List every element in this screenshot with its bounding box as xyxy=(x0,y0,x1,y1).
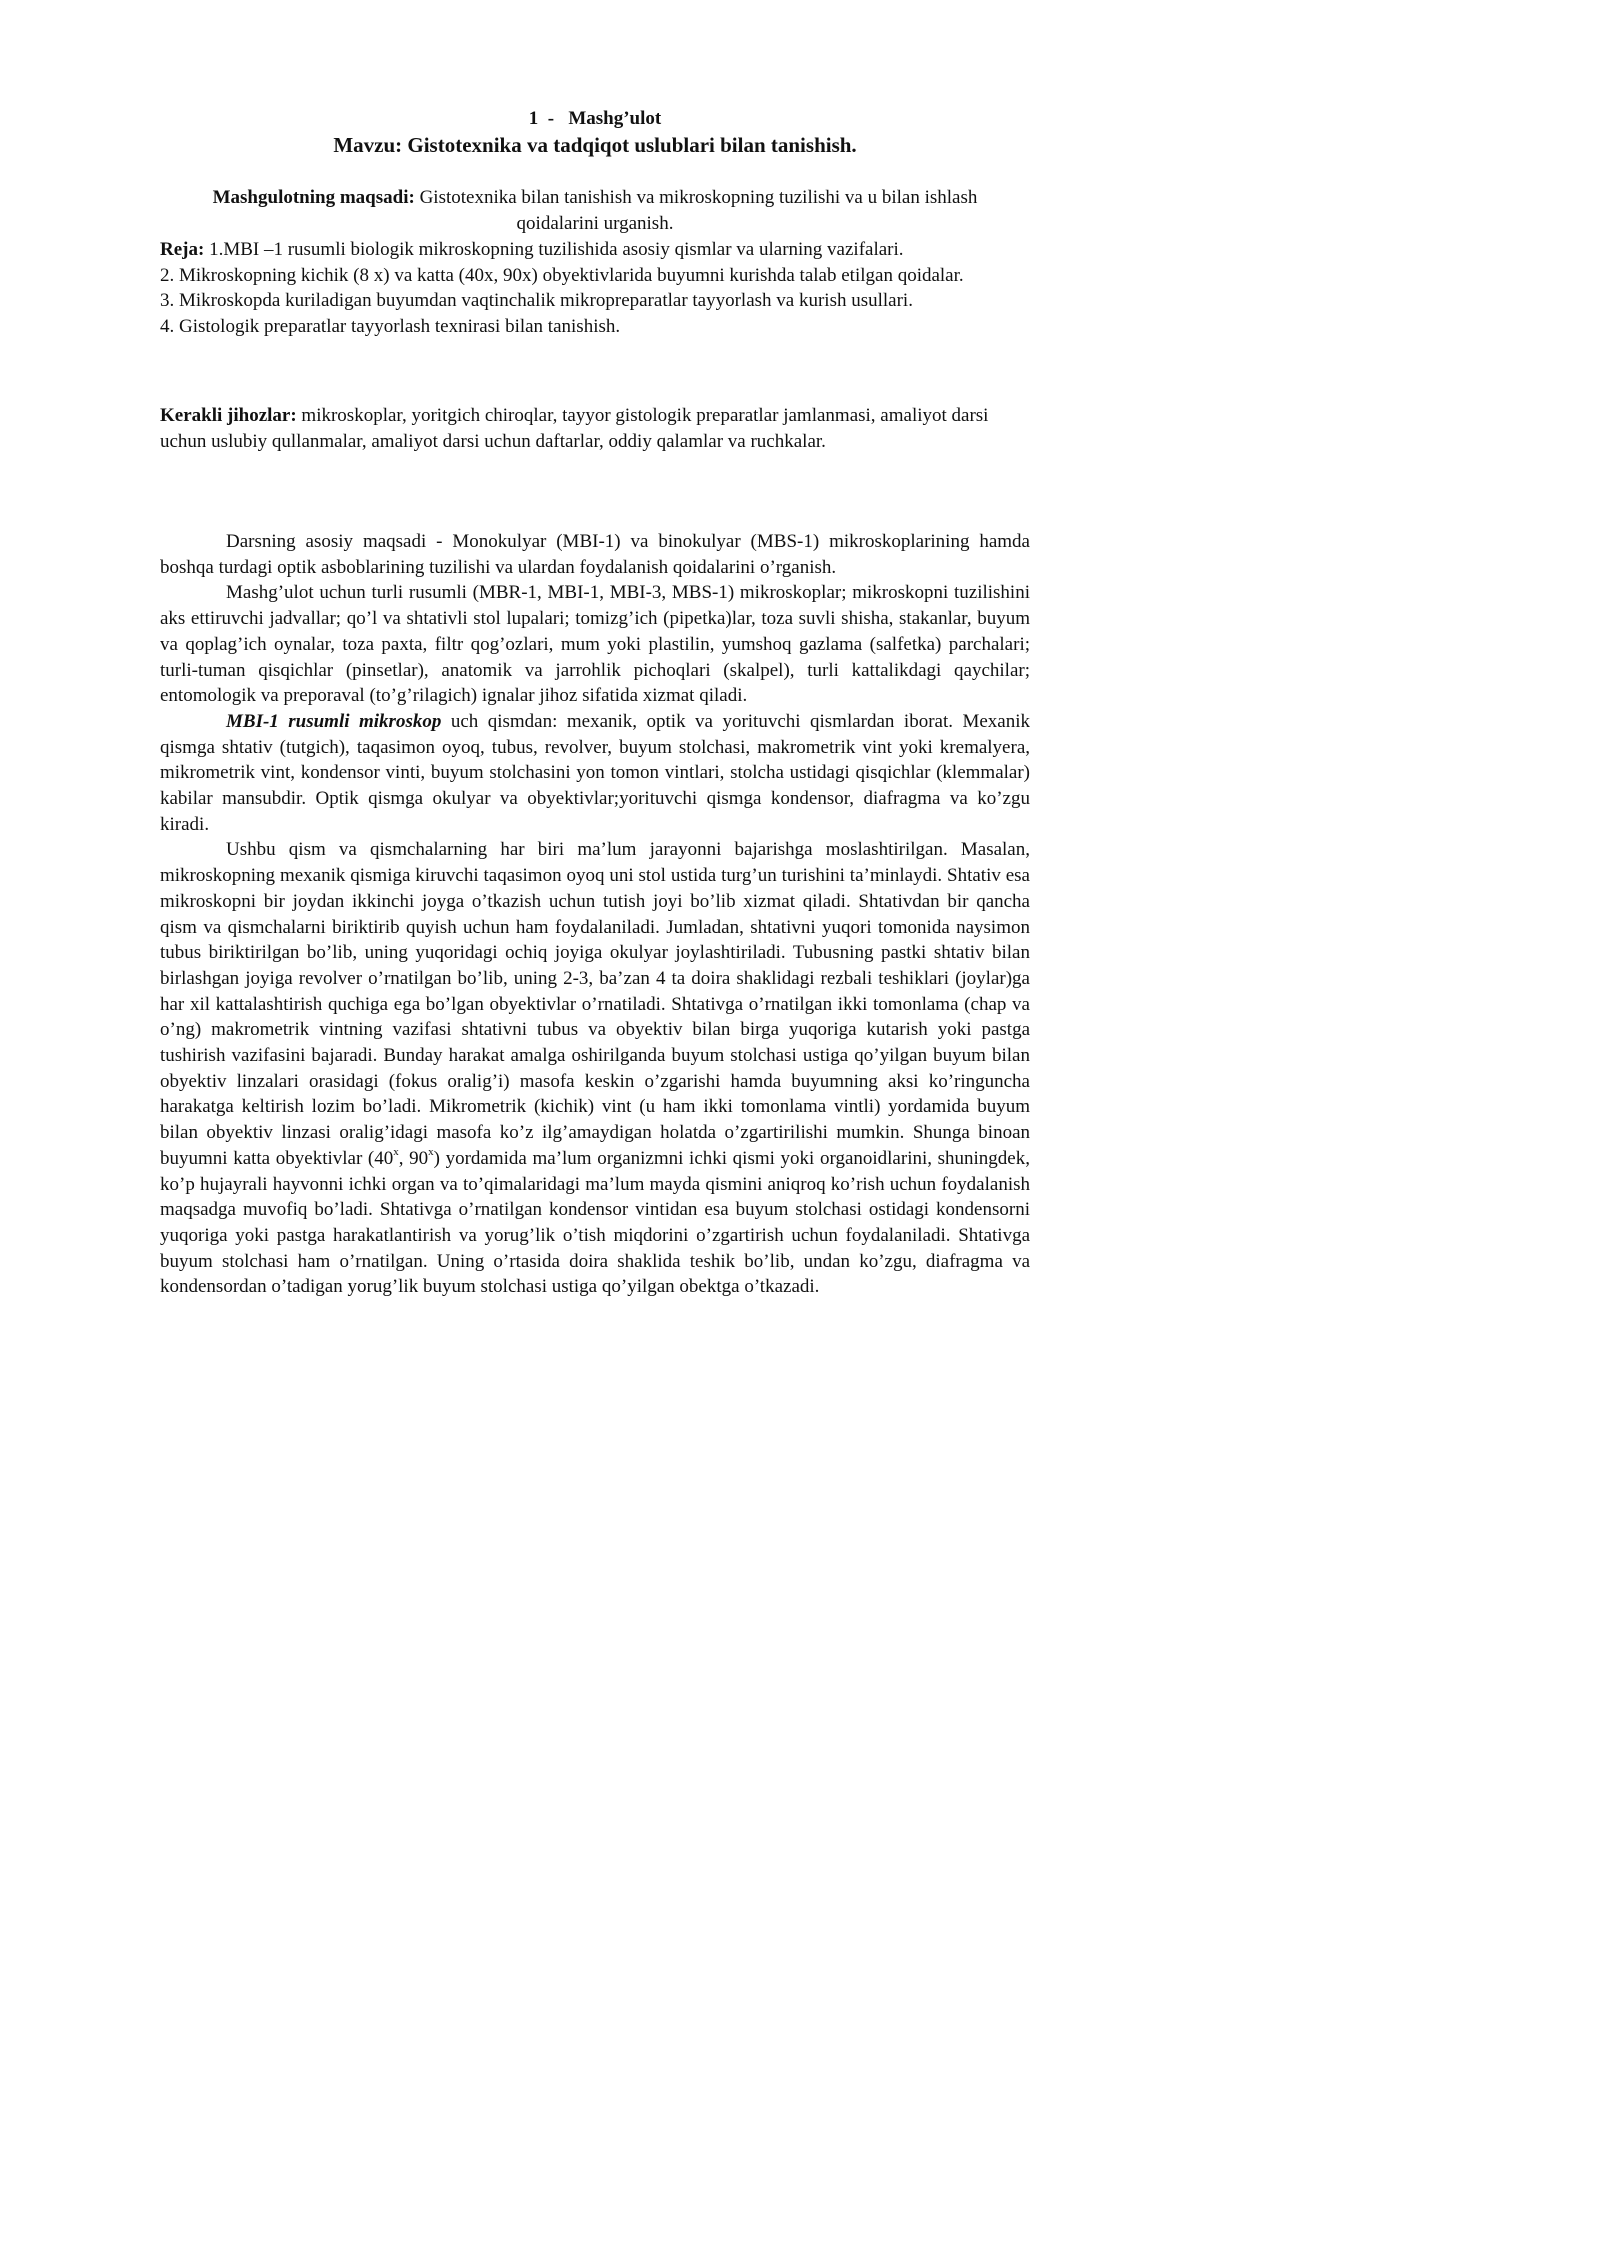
body-paragraph-2: Mashg’ulot uchun turli rusumli (MBR-1, MBI-1, MBI-3, MBS-1) mikroskoplar; mikroskopni tuzilishini aks ettiruvchi jadvallar; qo’l va shtativli stol lupalari; tomizg’ich (pipetka)lar, toza suvli shisha, stakanlar, buyum va qoplag’ich oynalar, toza paxta, filtr qog’ozlari, mum yoki plastilin, yumshoq gazlama (salfetka) parchalari; turli-tuman qisqichlar (pinsetlar), anatomik va jarrohlik pichoqlari (skalpel), turli kattalikdagi qaychilar; entomologik va preporaval (to’g’rilagich) ignalar jihoz sifatida xizmat qiladi. xyxy=(160,582,1030,707)
body-paragraph-3 xyxy=(160,709,1030,838)
equipment-block xyxy=(160,403,1030,454)
equipment-paragraph xyxy=(160,403,1030,454)
goal-block xyxy=(170,185,1020,236)
plan-label: Reja: xyxy=(160,239,205,260)
goal-text: Gistotexnika bilan tanishish va mikroskopning tuzilishi va u bilan ishlash qoidalarini urganish. xyxy=(414,187,978,234)
lesson-number: 1 xyxy=(528,108,539,129)
body-paragraph-3-text: uch qismdan: mexanik, optik va yorituvchi qismlardan iborat. Mexanik qismga shtativ (tutgich), taqasimon oyoq, tubus, revolver, buyum stolchasi, makrometrik vint yoki kremalyera, mikrometrik vint, kondensor vinti, buyum stolchasini yon tomon vintlari, stolcha ustidagi qisqichlar (klemmalar) kabilar mansubdir. Optik qismga okulyar va obyektivlar;yorituvchi qismga kondensor, diafragma va ko’zgu kiradi. xyxy=(160,710,1030,835)
microscope-model-emphasis: MBI-1 rusumli mikroskop xyxy=(226,710,442,732)
lesson-separator: - xyxy=(547,108,555,129)
body-paragraph-4-part-c: ) yordamida ma’lum organizmni ichki qismi yoki organoidlarini, shuningdek, ko’p hujayrali hayvonni ichki organ va to’qimalaridagi ma’lum mayda qismini aniqroq ko’rish uchun foydalanish maqsadga muvofiq bo’ladi. Shtativga o’rnatilgan kondensor vintidan esa buyum stolchasi ostidagi kondensorni yuqoriga yoki pastga harakatlantirish va yorug’lik o’tish miqdorini o’zgartirish uchun foydalaniladi. Shtativga buyum stolchasi ham o’rnatilgan. Uning o’rtasida doira shaklida teshik bo’lib, undan ko’zgu, diafragma va kondensordan o’tadigan yorug’lik buyum stolchasi ustiga qo’yilgan obektga o’tkazadi. xyxy=(160,1147,1030,1298)
plan-item-2: 2. Mikroskopning kichik (8 x) va katta (40x, 90x) obyektivlarida buyumni kurishda talab etilgan qoidalar. xyxy=(160,264,964,286)
lesson-title-line xyxy=(160,106,1030,132)
equipment-text: mikroskoplar, yoritgich chiroqlar, tayyor gistologik preparatlar jamlanmasi, amaliyot darsi uchun uslubiy qullanmalar, amaliyot darsi uchun daftarlar, oddiy qalamlar va ruchkalar. xyxy=(160,405,989,452)
equipment-label: Kerakli jihozlar: xyxy=(160,405,297,426)
body-paragraph-4-part-b: , 90 xyxy=(398,1147,429,1169)
goal-label: Mashgulotning maqsadi: xyxy=(212,187,415,208)
superscript-x-1: x xyxy=(393,1145,399,1158)
superscript-x-2: x xyxy=(428,1145,434,1158)
plan-item-1-text: 1.MBI –1 rusumli biologik mikroskopning tuzilishida asosiy qismlar va ularning vazifalari. xyxy=(204,239,904,260)
lesson-title: Mashg’ulot xyxy=(568,108,662,129)
plan-item-4: 4. Gistologik preparatlar tayyorlash texnirasi bilan tanishish. xyxy=(160,316,621,338)
document-page xyxy=(0,0,1100,1553)
topic-title: Mavzu: Gistotexnika va tadqiqot uslublari bilan tanishish. xyxy=(333,132,857,157)
body-paragraph-4 xyxy=(160,837,1030,1300)
goal-paragraph xyxy=(170,185,1020,236)
lesson-heading xyxy=(160,106,1030,159)
plan-item-1 xyxy=(160,237,1030,263)
body-paragraph-4-part-a: Ushbu qism va qismchalarning har biri ma’lum jarayonni bajarishga moslashtirilgan. Masalan, mikroskopning mexanik qismiga kiruvchi taqasimon oyoq uni stol ustida turg’un turishini ta’minlaydi. Shtativ esa mikroskopni bir joydan ikkinchi joyga o’tkazish uchun tutish joyi bo’lib xizmat qiladi. Shtativdan bir qancha qism va qismchalarni biriktirib quyish uchun ham foydalaniladi. Jumladan, shtativni yuqori tomonida naysimon tubus biriktirilgan bo’lib, uning yuqoridagi ochiq joyiga okulyar joylashtiriladi. Tubusning pastki shtativ bilan birlashgan joyiga revolver o’rnatilgan bo’lib, uning 2-3, ba’zan 4 ta doira shaklidagi rezbali teshiklari (joylar)ga har xil kattalashtirish quchiga ega bo’lgan obyektivlar o’rnatiladi. Shtativga o’rnatilgan ikki tomonlama (chap va o’ng) makrometrik vintning vazifasi shtativni tubus va obyektiv bilan birga yuqoriga kutarish yoki pastga tushirish vazifasini bajaradi. Bunday harakat amalga oshirilganda buyum stolchasi ustiga qo’yilgan buyum bilan obyektiv linzalari orasidagi (fokus oralig’i) masofa keskin o’zgarishi hamda buyumning aksi ko’ringuncha harakatga keltirish lozim bo’ladi. Mikrometrik (kichik) vint (u ham ikki tomonlama vintli) yordamida buyum bilan obyektiv linzasi oralig’idagi masofa ko’z ilg’amaydigan holatda o’zgartirilishi mumkin. Shunga binoan buyumni katta obyektivlar (40 xyxy=(160,839,1030,1169)
body-paragraph-1: Darsning asosiy maqsadi - Monokulyar (MBI-1) va binokulyar (MBS-1) mikroskoplarining hamda boshqa turdagi optik asboblarining tuzilishi va ulardan foydalanish qoidalarini o’rganish. xyxy=(160,531,1030,578)
main-body xyxy=(160,529,1030,1300)
plan-block xyxy=(160,237,1030,340)
plan-item-3: 3. Mikroskopda kuriladigan buyumdan vaqtinchalik mikropreparatlar tayyorlash va kurish usullari. xyxy=(160,290,913,312)
